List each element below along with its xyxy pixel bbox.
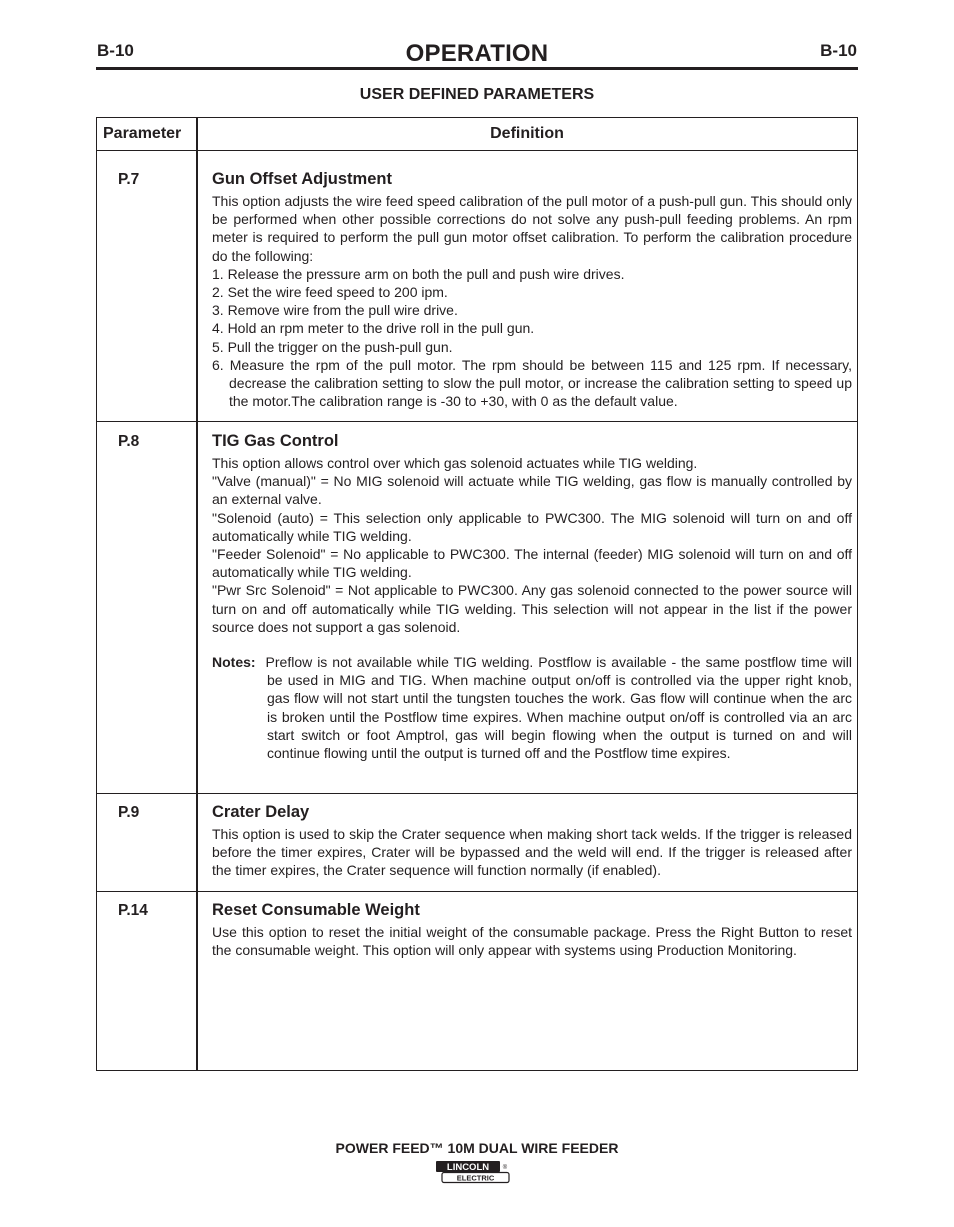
notes-label: Notes:: [212, 654, 256, 671]
row-divider: [97, 891, 857, 892]
page-number-right: B-10: [820, 41, 857, 60]
param-title-p14: Reset Consumable Weight: [212, 901, 420, 919]
param-title-p8: TIG Gas Control: [212, 432, 339, 450]
header-row-rule: [97, 150, 857, 151]
param-entry-p14: [212, 900, 852, 959]
param-code-p9: P.9: [118, 804, 140, 821]
param-paragraph: "Solenoid (auto) = This selection only applicable to PWC300. The MIG solenoid will turn on and off automatically while TIG welding.: [212, 509, 852, 544]
column-header-definition: Definition: [490, 125, 564, 142]
param-paragraph: "Feeder Solenoid" = No applicable to PWC300. The internal (feeder) MIG solenoid will turn on and off automatically while TIG welding.: [212, 546, 852, 581]
footer-product-title: POWER FEED™ 10M DUAL WIRE FEEDER: [335, 1140, 619, 1156]
column-divider: [196, 118, 198, 1070]
param-text-p14: Use this option to reset the initial weight of the consumable package. Press the Right Button to reset the consumable weight. This option will only appear with systems using Production Monitoring.: [212, 924, 852, 959]
logo-bottom-text: ELECTRIC: [456, 1173, 495, 1183]
param-entry-p8: [212, 431, 852, 762]
param-intro-p7: This option adjusts the wire feed speed calibration of the pull motor of a push-pull gun. This should only be performed when other possible corrections do not solve any push-pull feeding problems. An rpm meter is required to perform the pull gun motor offset calibration. To perform the calibration procedure do the following:: [212, 193, 852, 264]
param-title-p9: Crater Delay: [212, 803, 310, 821]
notes-text: Preflow is not available while TIG welding. Postflow is available - the same postflow time will be used in MIG and TIG. When machine output on/off is controlled via the upper right knob, gas flow will not start until the tungsten touches the work. Gas flow will continue when the arc is broken until the Postflow time expires. When machine output on/off is controlled via an arc start switch or foot Amptrol, gas will begin flowing when the output is turned on and will continue flowing until the output is turned off and the Postflow time expires.: [265, 654, 852, 762]
step-item: 4. Hold an rpm meter to the drive roll in the pull gun.: [212, 320, 535, 337]
param-title-p7: Gun Offset Adjustment: [212, 170, 392, 188]
parameters-table: [96, 117, 858, 1071]
logo-top-text: LINCOLN: [446, 1162, 490, 1173]
row-divider: [97, 421, 857, 422]
lincoln-electric-logo: [435, 1160, 511, 1184]
step-item: 5. Pull the trigger on the push-pull gun.: [212, 338, 453, 355]
step-item: 2. Set the wire feed speed to 200 ipm.: [212, 284, 448, 301]
page-subtitle: USER DEFINED PARAMETERS: [359, 86, 595, 103]
step-item: 1. Release the pressure arm on both the pull and push wire drives.: [212, 265, 625, 282]
step-item: 3. Remove wire from the pull wire drive.: [212, 302, 458, 319]
header-rule: [96, 67, 858, 70]
param-code-p7: P.7: [118, 171, 140, 188]
param-entry-p7: [212, 169, 852, 410]
param-paragraph: This option allows control over which gas solenoid actuates while TIG welding.: [212, 455, 698, 471]
param-paragraph: "Valve (manual)" = No MIG solenoid will actuate while TIG welding, gas flow is manually controlled by an external valve.: [212, 473, 852, 508]
section-title: OPERATION: [405, 40, 549, 67]
logo-registered-mark: ®: [502, 1165, 508, 1171]
param-text-p9: This option is used to skip the Crater sequence when making short tack welds. If the trigger is released before the timer expires, Crater will be bypassed and the weld will end. If the trigger is released after the timer expires, the Crater sequence will function normally (if enabled).: [212, 826, 852, 879]
param-paragraph: "Pwr Src Solenoid" = Not applicable to PWC300. Any gas solenoid connected to the power source will turn on and off automatically while TIG welding. This selection will not appear in the list if the power source does not support a gas solenoid.: [212, 582, 852, 635]
step-item: 6. Measure the rpm of the pull motor. The rpm should be between 115 and 125 rpm. If necessary, decrease the calibration setting to slow the pull motor, or increase the calibration setting to speed up the motor.The calibration range is -30 to +30, with 0 as the default value.: [212, 356, 852, 410]
row-divider: [97, 793, 857, 794]
param-code-p14: P.14: [118, 902, 148, 919]
page-number-left: B-10: [97, 41, 134, 60]
param-code-p8: P.8: [118, 433, 140, 450]
param-notes-p8: [212, 653, 852, 762]
column-header-parameter: Parameter: [103, 125, 182, 142]
param-entry-p9: [212, 802, 852, 880]
